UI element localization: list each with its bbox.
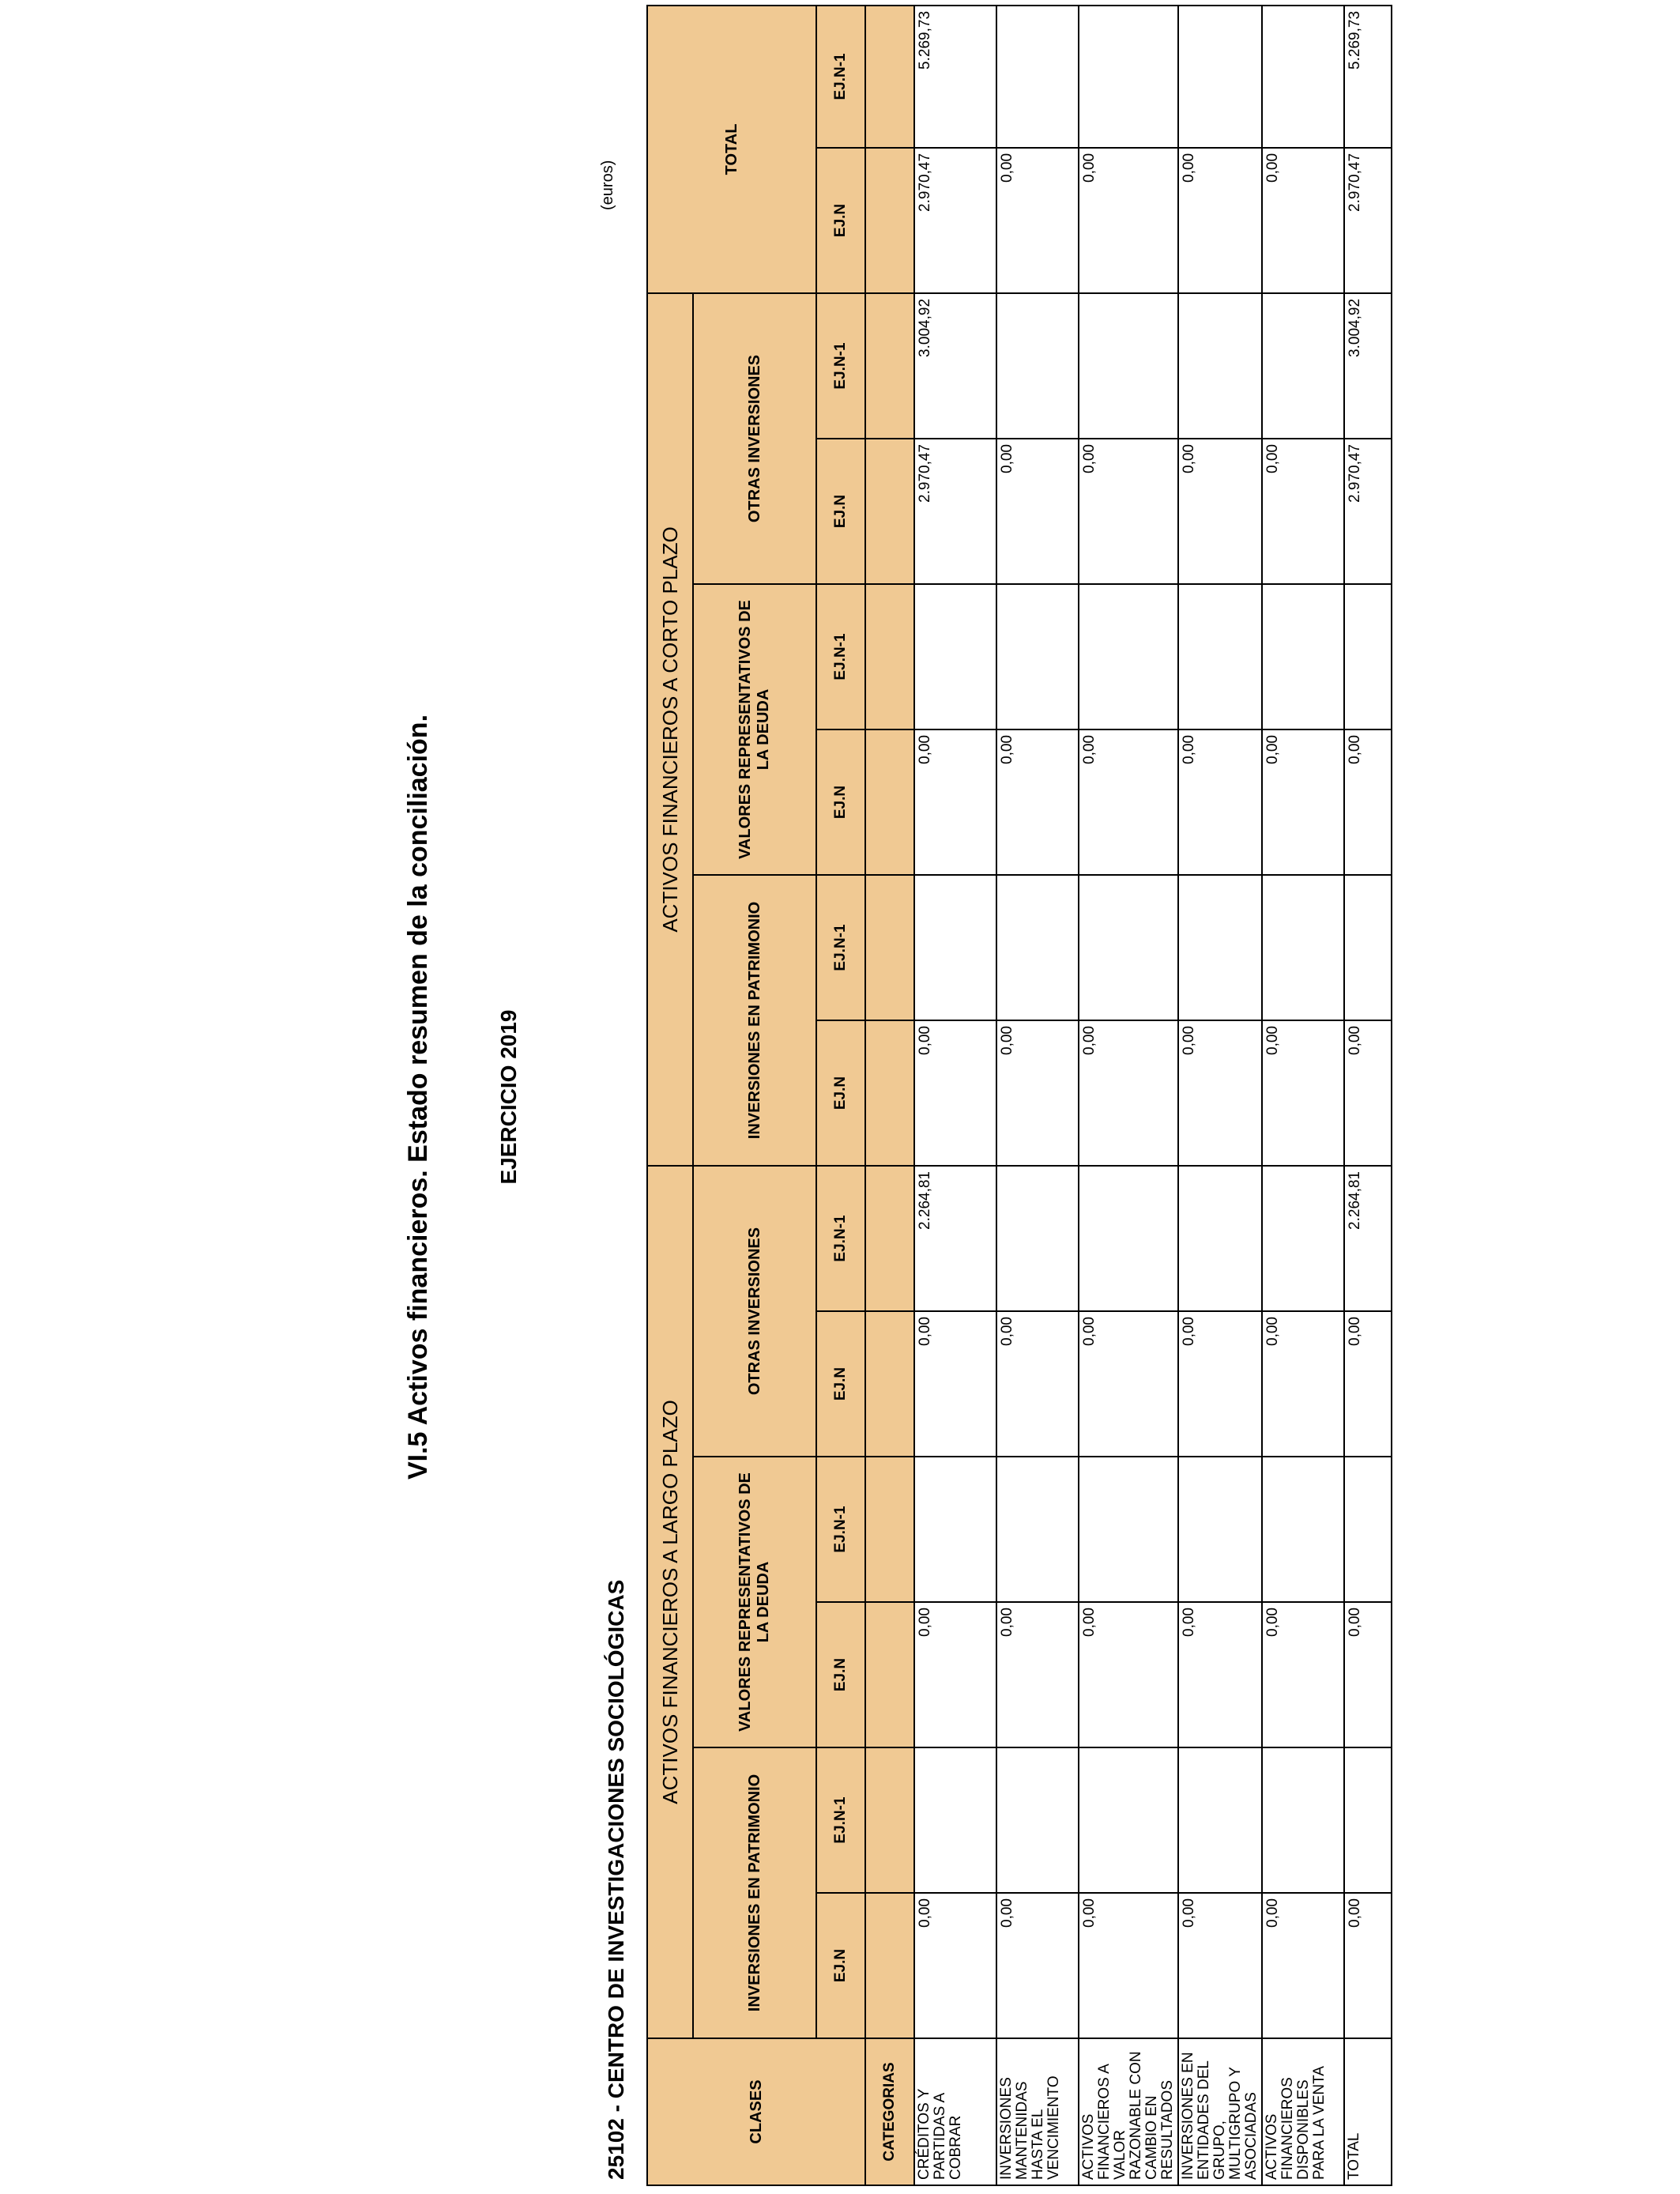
header-spacer bbox=[865, 584, 914, 729]
value-cell: 2.970,47 bbox=[914, 148, 996, 293]
value-cell: 0,00 bbox=[914, 1602, 996, 1747]
value-cell bbox=[996, 6, 1079, 148]
entity-name: 25102 - CENTRO DE INVESTIGACIONES SOCIOLÓGICAS bbox=[604, 1579, 628, 2180]
value-cell: 0,00 bbox=[996, 1893, 1079, 2038]
value-cell bbox=[1262, 1457, 1344, 1602]
row-category: ACTIVOS FINANCIEROS DISPONIBLES PARA LA VENTA bbox=[1262, 2038, 1344, 2185]
value-cell: 0,00 bbox=[996, 729, 1079, 875]
header-spacer bbox=[865, 6, 914, 148]
value-cell bbox=[996, 1747, 1079, 1893]
header-lp-valores-deuda: VALORES REPRESENTATIVOS DE LA DEUDA bbox=[693, 1457, 816, 1747]
header-categorias: CATEGORIAS bbox=[865, 2038, 914, 2185]
value-cell: 0,00 bbox=[1178, 1311, 1262, 1457]
value-cell bbox=[1178, 584, 1262, 729]
header-cp-inversiones-patrimonio: INVERSIONES EN PATRIMONIO bbox=[693, 875, 816, 1166]
value-cell bbox=[1344, 875, 1392, 1020]
value-cell bbox=[1262, 6, 1344, 148]
value-cell: 0,00 bbox=[914, 1893, 996, 2038]
value-cell bbox=[914, 584, 996, 729]
value-cell: 5.269,73 bbox=[914, 6, 996, 148]
value-cell: 0,00 bbox=[1079, 1893, 1178, 2038]
value-cell bbox=[996, 293, 1079, 439]
value-cell bbox=[1178, 1457, 1262, 1602]
value-cell bbox=[1344, 584, 1392, 729]
value-cell: 2.970,47 bbox=[914, 439, 996, 584]
value-cell: 0,00 bbox=[1079, 439, 1178, 584]
value-cell bbox=[1079, 1166, 1178, 1311]
value-cell: 0,00 bbox=[1178, 148, 1262, 293]
value-cell bbox=[914, 875, 996, 1020]
value-cell bbox=[1344, 1457, 1392, 1602]
value-cell bbox=[1344, 1747, 1392, 1893]
header-spacer bbox=[865, 1602, 914, 1747]
value-cell: 2.970,47 bbox=[1344, 148, 1392, 293]
value-cell bbox=[1262, 1166, 1344, 1311]
value-cell: 0,00 bbox=[1178, 1020, 1262, 1166]
value-cell: 0,00 bbox=[996, 439, 1079, 584]
header-ejn: EJ.N bbox=[816, 1602, 865, 1747]
value-cell bbox=[996, 1457, 1079, 1602]
document-title: VI.5 Activos financieros. Estado resumen de la conciliación. bbox=[403, 714, 433, 1480]
header-spacer bbox=[865, 729, 914, 875]
header-spacer bbox=[865, 1166, 914, 1311]
value-cell: 0,00 bbox=[914, 1020, 996, 1166]
value-cell bbox=[996, 875, 1079, 1020]
header-largo-plazo: ACTIVOS FINANCIEROS A LARGO PLAZO bbox=[647, 1166, 693, 2038]
value-cell: 0,00 bbox=[1178, 1893, 1262, 2038]
value-cell bbox=[1178, 1166, 1262, 1311]
value-cell: 0,00 bbox=[1262, 1020, 1344, 1166]
header-ejn1: EJ.N-1 bbox=[816, 1457, 865, 1602]
header-ejn: EJ.N bbox=[816, 1311, 865, 1457]
value-cell: 0,00 bbox=[1079, 1602, 1178, 1747]
table-row bbox=[996, 6, 1079, 2185]
header-corto-plazo: ACTIVOS FINANCIEROS A CORTO PLAZO bbox=[647, 293, 693, 1166]
value-cell bbox=[1079, 6, 1178, 148]
reconciliation-table bbox=[646, 5, 1392, 2186]
value-cell bbox=[1178, 6, 1262, 148]
header-ejn: EJ.N bbox=[816, 439, 865, 584]
table-row bbox=[1344, 6, 1392, 2185]
value-cell: 0,00 bbox=[1079, 1311, 1178, 1457]
value-cell: 5.269,73 bbox=[1344, 6, 1392, 148]
table-row bbox=[1079, 6, 1178, 2185]
header-spacer bbox=[865, 1020, 914, 1166]
value-cell: 0,00 bbox=[1262, 1602, 1344, 1747]
value-cell: 0,00 bbox=[1344, 1602, 1392, 1747]
value-cell bbox=[1262, 875, 1344, 1020]
value-cell bbox=[1178, 293, 1262, 439]
currency-units: (euros) bbox=[599, 160, 616, 210]
table-row bbox=[1262, 6, 1344, 2185]
header-spacer bbox=[865, 148, 914, 293]
header-spacer bbox=[865, 1311, 914, 1457]
table-row bbox=[1178, 6, 1262, 2185]
header-spacer bbox=[865, 293, 914, 439]
header-clases: CLASES bbox=[647, 2038, 865, 2185]
header-lp-otras-inversiones: OTRAS INVERSIONES bbox=[693, 1166, 816, 1457]
header-lp-inversiones-patrimonio: INVERSIONES EN PATRIMONIO bbox=[693, 1747, 816, 2038]
header-spacer bbox=[865, 1457, 914, 1602]
value-cell: 0,00 bbox=[1079, 729, 1178, 875]
value-cell: 0,00 bbox=[1262, 729, 1344, 875]
value-cell bbox=[1079, 584, 1178, 729]
value-cell: 2.264,81 bbox=[914, 1166, 996, 1311]
value-cell bbox=[1262, 1747, 1344, 1893]
value-cell: 0,00 bbox=[1262, 1311, 1344, 1457]
value-cell: 0,00 bbox=[1262, 1893, 1344, 2038]
value-cell bbox=[1178, 875, 1262, 1020]
value-cell: 3.004,92 bbox=[914, 293, 996, 439]
header-ejn1: EJ.N-1 bbox=[816, 875, 865, 1020]
row-category: TOTAL bbox=[1344, 2038, 1392, 2185]
header-spacer bbox=[865, 439, 914, 584]
row-category: INVERSIONES EN ENTIDADES DEL GRUPO, MULTIGRUPO Y ASOCIADAS bbox=[1178, 2038, 1262, 2185]
value-cell: 0,00 bbox=[1079, 148, 1178, 293]
row-category: CRÉDITOS Y PARTIDAS A COBRAR bbox=[914, 2038, 996, 2185]
table-row bbox=[914, 6, 996, 2185]
header-ejn: EJ.N bbox=[816, 1893, 865, 2038]
value-cell: 0,00 bbox=[1262, 439, 1344, 584]
table-body bbox=[914, 6, 1392, 2185]
value-cell: 2.264,81 bbox=[1344, 1166, 1392, 1311]
value-cell: 2.970,47 bbox=[1344, 439, 1392, 584]
value-cell: 0,00 bbox=[1262, 148, 1344, 293]
header-total: TOTAL bbox=[647, 6, 816, 293]
header-ejn: EJ.N bbox=[816, 148, 865, 293]
value-cell: 0,00 bbox=[1178, 439, 1262, 584]
value-cell bbox=[996, 1166, 1079, 1311]
value-cell bbox=[996, 584, 1079, 729]
row-category: INVERSIONES MANTENIDAS HASTA EL VENCIMIENTO bbox=[996, 2038, 1079, 2185]
value-cell: 0,00 bbox=[1178, 729, 1262, 875]
value-cell bbox=[1079, 1747, 1178, 1893]
value-cell: 0,00 bbox=[1178, 1602, 1262, 1747]
value-cell: 0,00 bbox=[1079, 1020, 1178, 1166]
header-ejn1: EJ.N-1 bbox=[816, 293, 865, 439]
value-cell: 0,00 bbox=[914, 729, 996, 875]
value-cell: 0,00 bbox=[1344, 1020, 1392, 1166]
value-cell bbox=[914, 1747, 996, 1893]
header-ejn1: EJ.N-1 bbox=[816, 584, 865, 729]
fiscal-year: EJERCICIO 2019 bbox=[496, 1009, 521, 1185]
header-spacer bbox=[865, 1747, 914, 1893]
header-spacer bbox=[865, 1893, 914, 2038]
value-cell: 0,00 bbox=[996, 1602, 1079, 1747]
value-cell: 0,00 bbox=[1344, 729, 1392, 875]
value-cell: 0,00 bbox=[1344, 1311, 1392, 1457]
value-cell bbox=[1079, 1457, 1178, 1602]
value-cell: 0,00 bbox=[996, 1020, 1079, 1166]
value-cell: 0,00 bbox=[1344, 1893, 1392, 2038]
header-ejn1: EJ.N-1 bbox=[816, 6, 865, 148]
value-cell: 0,00 bbox=[914, 1311, 996, 1457]
value-cell bbox=[1079, 875, 1178, 1020]
header-ejn1: EJ.N-1 bbox=[816, 1166, 865, 1311]
header-ejn: EJ.N bbox=[816, 729, 865, 875]
header-ejn: EJ.N bbox=[816, 1020, 865, 1166]
row-category: ACTIVOS FINANCIEROS A VALOR RAZONABLE CON CAMBIO EN RESULTADOS bbox=[1079, 2038, 1178, 2185]
value-cell: 3.004,92 bbox=[1344, 293, 1392, 439]
value-cell bbox=[1262, 584, 1344, 729]
value-cell: 0,00 bbox=[996, 148, 1079, 293]
header-cp-otras-inversiones: OTRAS INVERSIONES bbox=[693, 293, 816, 584]
value-cell bbox=[1178, 1747, 1262, 1893]
value-cell bbox=[1262, 293, 1344, 439]
value-cell: 0,00 bbox=[996, 1311, 1079, 1457]
header-spacer bbox=[865, 875, 914, 1020]
header-ejn1: EJ.N-1 bbox=[816, 1747, 865, 1893]
header-cp-valores-deuda: VALORES REPRESENTATIVOS DE LA DEUDA bbox=[693, 584, 816, 875]
value-cell bbox=[1079, 293, 1178, 439]
value-cell bbox=[914, 1457, 996, 1602]
